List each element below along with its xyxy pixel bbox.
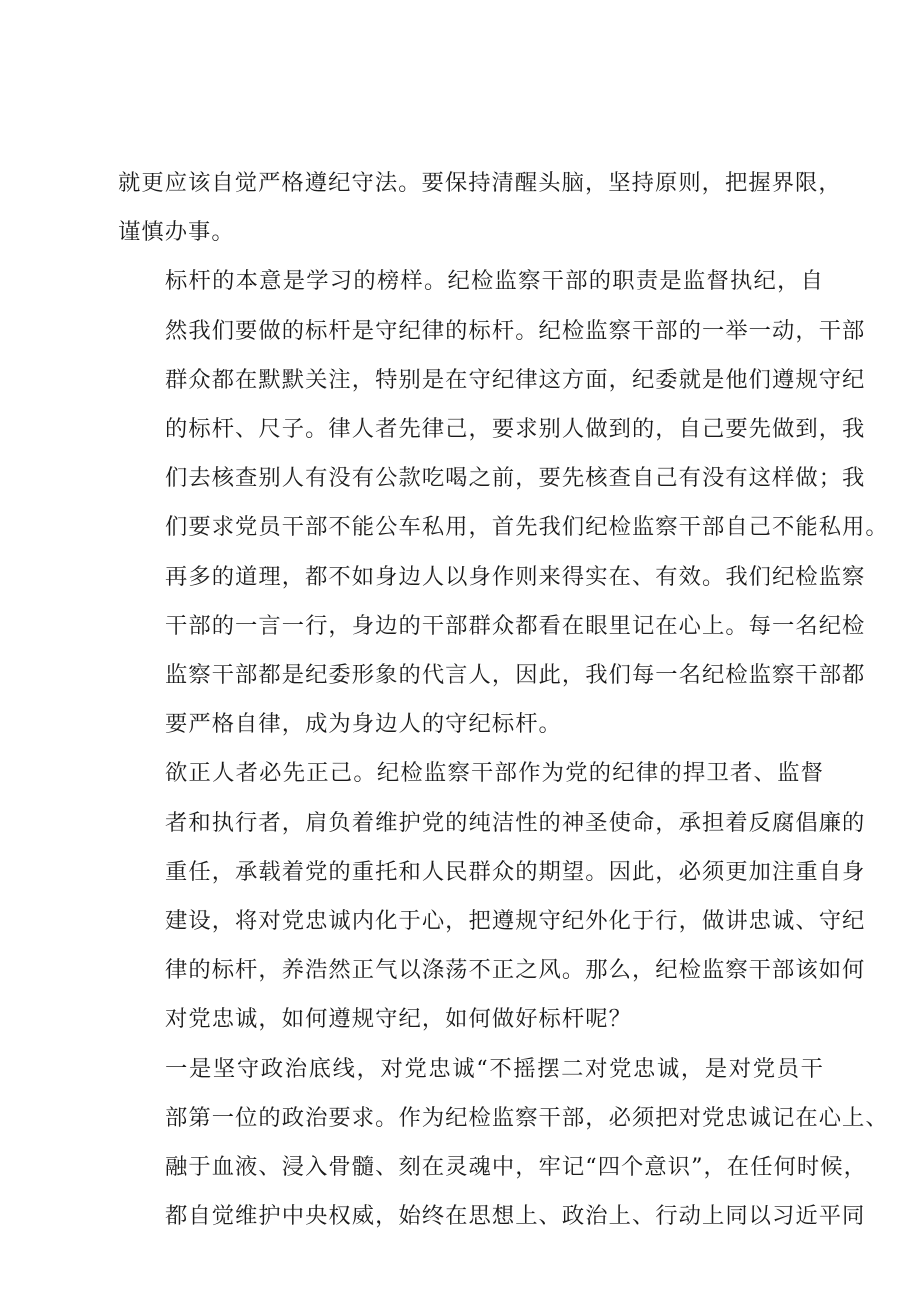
text-line: 监察干部都是纪委形象的代言人，因此，我们每一名纪检监察干部都 xyxy=(165,662,866,689)
text-line: 然我们要做的标杆是守纪律的标杆。纪检监察干部的一举一动，干部 xyxy=(165,317,866,344)
document-body xyxy=(118,159,889,1241)
text-line: 谨慎办事。 xyxy=(118,219,235,246)
text-line: 就更应该自觉严格遵纪守法。要保持清醒头脑，坚持原则，把握界限， xyxy=(118,170,842,196)
text-line: 要严格自律，成为身边人的守纪标杆。 xyxy=(165,711,562,738)
text-line: 的标杆、尺子。律人者先律己，要求别人做到的，自己要先做到，我 xyxy=(165,416,866,443)
text-line: 再多的道理，都不如身边人以身作则来得实在、有效。我们纪检监察 xyxy=(165,563,866,590)
text-line: 者和执行者，肩负着维护党的纯洁性的神圣使命，承担着反腐倡廉的 xyxy=(165,809,866,836)
paragraph xyxy=(118,749,866,1044)
text-line: 重任，承载着党的重托和人民群众的期望。因此，必须更加注重自身 xyxy=(165,858,866,885)
paragraph xyxy=(118,1045,889,1242)
text-line: 干部的一言一行，身边的干部群众都看在眼里记在心上。每一名纪检 xyxy=(165,612,866,639)
text-line: 融于血液、浸入骨髓、刻在灵魂中，牢记“四个意识”，在任何时候， xyxy=(165,1154,867,1181)
paragraph xyxy=(118,159,842,257)
text-line: 欲正人者必先正己。纪检监察干部作为党的纪律的捍卫者、监督 xyxy=(165,760,824,787)
text-line: 对党忠诚，如何遵规守纪，如何做好标杆呢？ xyxy=(165,1006,632,1033)
text-line: 们要求党员干部不能公车私用，首先我们纪检监察干部自己不能私用。 xyxy=(165,514,889,541)
text-line: 律的标杆，养浩然正气以涤荡不正之风。那么，纪检监察干部该如何 xyxy=(165,957,866,984)
text-line: 群众都在默默关注，特别是在守纪律这方面，纪委就是他们遵规守纪 xyxy=(165,366,866,393)
text-line: 一是坚守政治底线，对党忠诚“不摇摆二对党忠诚，是对党员干 xyxy=(165,1055,824,1082)
text-line: 部第一位的政治要求。作为纪检监察干部，必须把对党忠诚记在心上、 xyxy=(165,1104,889,1131)
text-line: 都自觉维护中央权威，始终在思想上、政治上、行动上同以习近平同 xyxy=(165,1203,866,1230)
text-line: 们去核查别人有没有公款吃喝之前，要先核查自己有没有这样做；我 xyxy=(165,465,866,492)
paragraph xyxy=(118,257,889,749)
text-line: 标杆的本意是学习的榜样。纪检监察干部的职责是监督执纪，自 xyxy=(165,268,824,295)
text-line: 建设，将对党忠诚内化于心，把遵规守纪外化于行，做讲忠诚、守纪 xyxy=(165,908,866,935)
